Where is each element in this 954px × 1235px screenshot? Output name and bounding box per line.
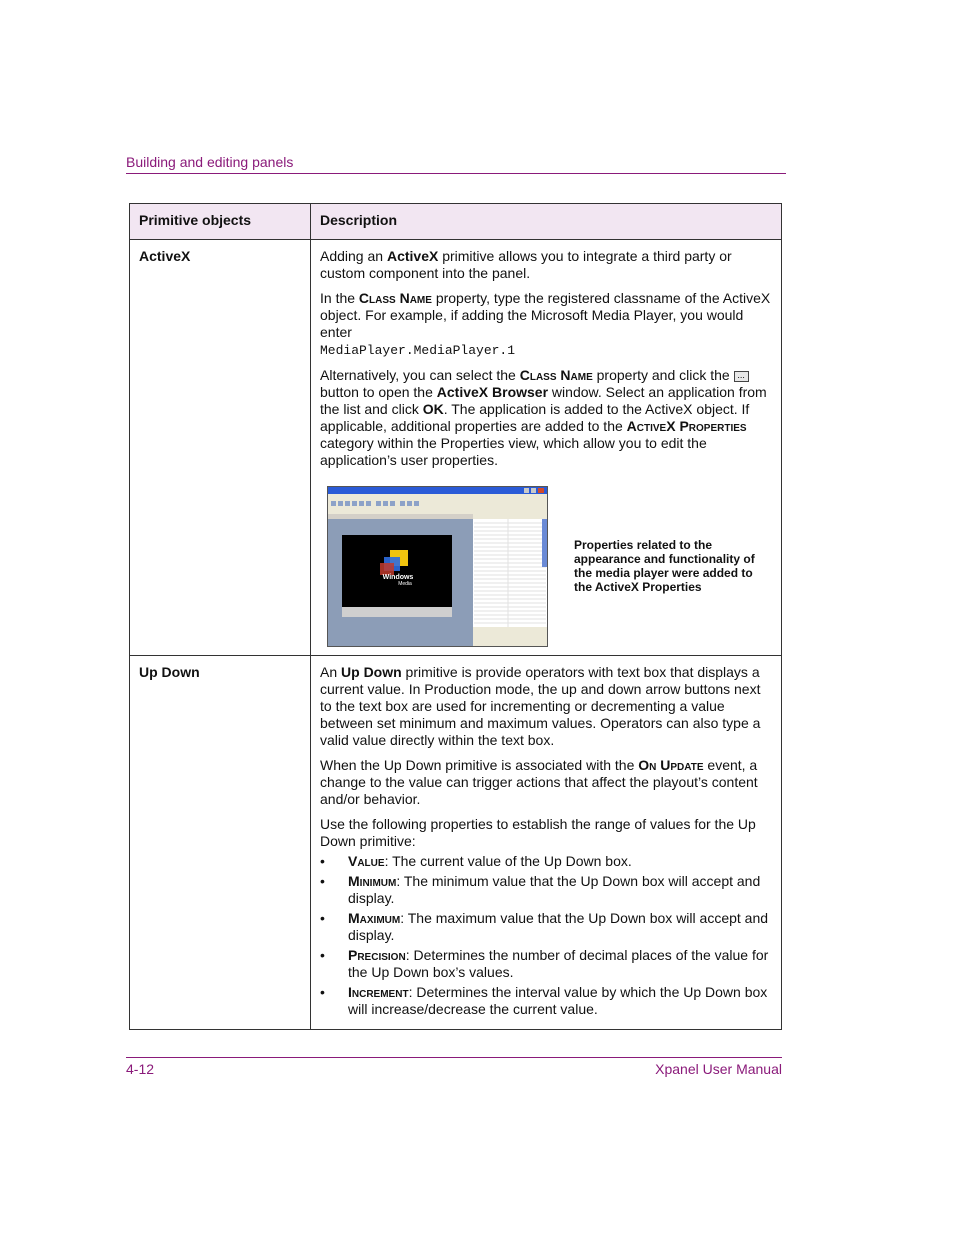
list-item [320,910,772,944]
bold-term: Up Down [341,664,402,680]
property-name: Value [348,853,385,869]
screenshot-image [328,487,547,646]
property-name: Class Name [358,290,432,306]
text: When the Up Down primitive is associated with the [320,757,639,773]
text: . The application is added to the ActiveX object. If applicable, additional properties are added to the [320,401,750,434]
property-name: Precision [348,947,406,963]
text: property, type the registered classname of the ActiveX object. For example, if adding the Microsoft Media Player, you would enter [320,290,771,340]
text: primitive is provide operators with text box that displays a current value. In Production mode, the up and down arrow buttons next to the text box are used for incrementing or decrementing a value between set minimum and maximum values. Operators can also type a valid value directly within the text box. [320,664,761,748]
bold-term: ActiveX Browser [436,384,549,400]
property-name: ActiveX Properties [626,418,747,434]
primitive-name-updown: Up Down [139,664,200,680]
updown-paragraph-2 [320,757,772,808]
property-name: Increment [348,984,409,1000]
property-desc: : Determines the interval value by which the Up Down box will increase/decrease the current value. [348,984,768,1017]
bold-term: OK [422,401,444,417]
screenshot-callout: Properties related to the appearance and functionality of the media player were added to the ActiveX Properties [574,538,755,594]
primitives-table [129,203,782,1030]
bullet: • [320,910,325,926]
manual-title: Xpanel User Manual [655,1061,782,1077]
ellipsis-button-icon: ... [734,371,749,382]
bold-term: ActiveX [386,248,439,264]
property-desc: : The maximum value that the Up Down box will accept and display. [348,910,769,943]
property-desc: : The current value of the Up Down box. [384,853,632,869]
page-number: 4-12 [126,1061,155,1077]
property-name: Minimum [348,873,397,889]
updown-paragraph-1 [320,664,772,749]
description-cell [311,240,782,656]
table-row-activex [130,240,782,656]
primitive-name-activex: ActiveX [139,248,191,264]
column-header-primitive: Primitive objects [130,204,311,240]
xpanel-screenshot [327,486,548,647]
bullet: • [320,947,325,963]
text: window. Select an application from the list and click [320,384,767,417]
text: property and click the [592,367,734,383]
property-name: Maximum [348,910,401,926]
table-row-updown [130,656,782,1030]
activex-paragraph-3 [320,367,772,469]
list-item [320,984,772,1018]
table-header-row [130,204,782,240]
property-list [320,853,772,1018]
activex-figure [327,485,772,647]
code-sample: MediaPlayer.MediaPlayer.1 [320,343,516,358]
event-name: On Update [638,757,704,773]
text: Alternatively, you can select the [320,367,520,383]
primitive-name [130,656,311,1030]
property-desc: : Determines the number of decimal places of the value for the Up Down box’s values. [348,947,769,980]
bullet: • [320,853,325,869]
windows-media-logo-subtext: Media [398,580,412,587]
activex-paragraph-2 [320,290,772,359]
column-header-description: Description [311,204,782,240]
bullet: • [320,984,325,1000]
bullet: • [320,873,325,889]
text: event, a change to the value can trigger actions that affect the playout’s content and/or behavior. [320,757,758,807]
list-item [320,873,772,907]
text: button to open the [320,384,437,400]
text: primitive allows you to integrate a third party or custom component into the panel. [320,248,732,281]
windows-media-logo-text: Windows [382,573,414,581]
list-item [320,947,772,981]
activex-paragraph-1 [320,248,772,282]
text: An [320,664,342,680]
property-desc: : The minimum value that the Up Down box will accept and display. [348,873,761,906]
text: In the [320,290,359,306]
list-item [320,853,772,870]
updown-paragraph-3: Use the following properties to establish the range of values for the Up Down primitive: [320,816,756,849]
property-name: Class Name [519,367,593,383]
primitive-name [130,240,311,656]
text: Adding an [320,248,387,264]
section-header: Building and editing panels [126,154,786,174]
page-footer [126,1057,782,1078]
text: category within the Properties view, which allow you to edit the application’s user properties. [320,435,707,468]
description-cell [311,656,782,1030]
